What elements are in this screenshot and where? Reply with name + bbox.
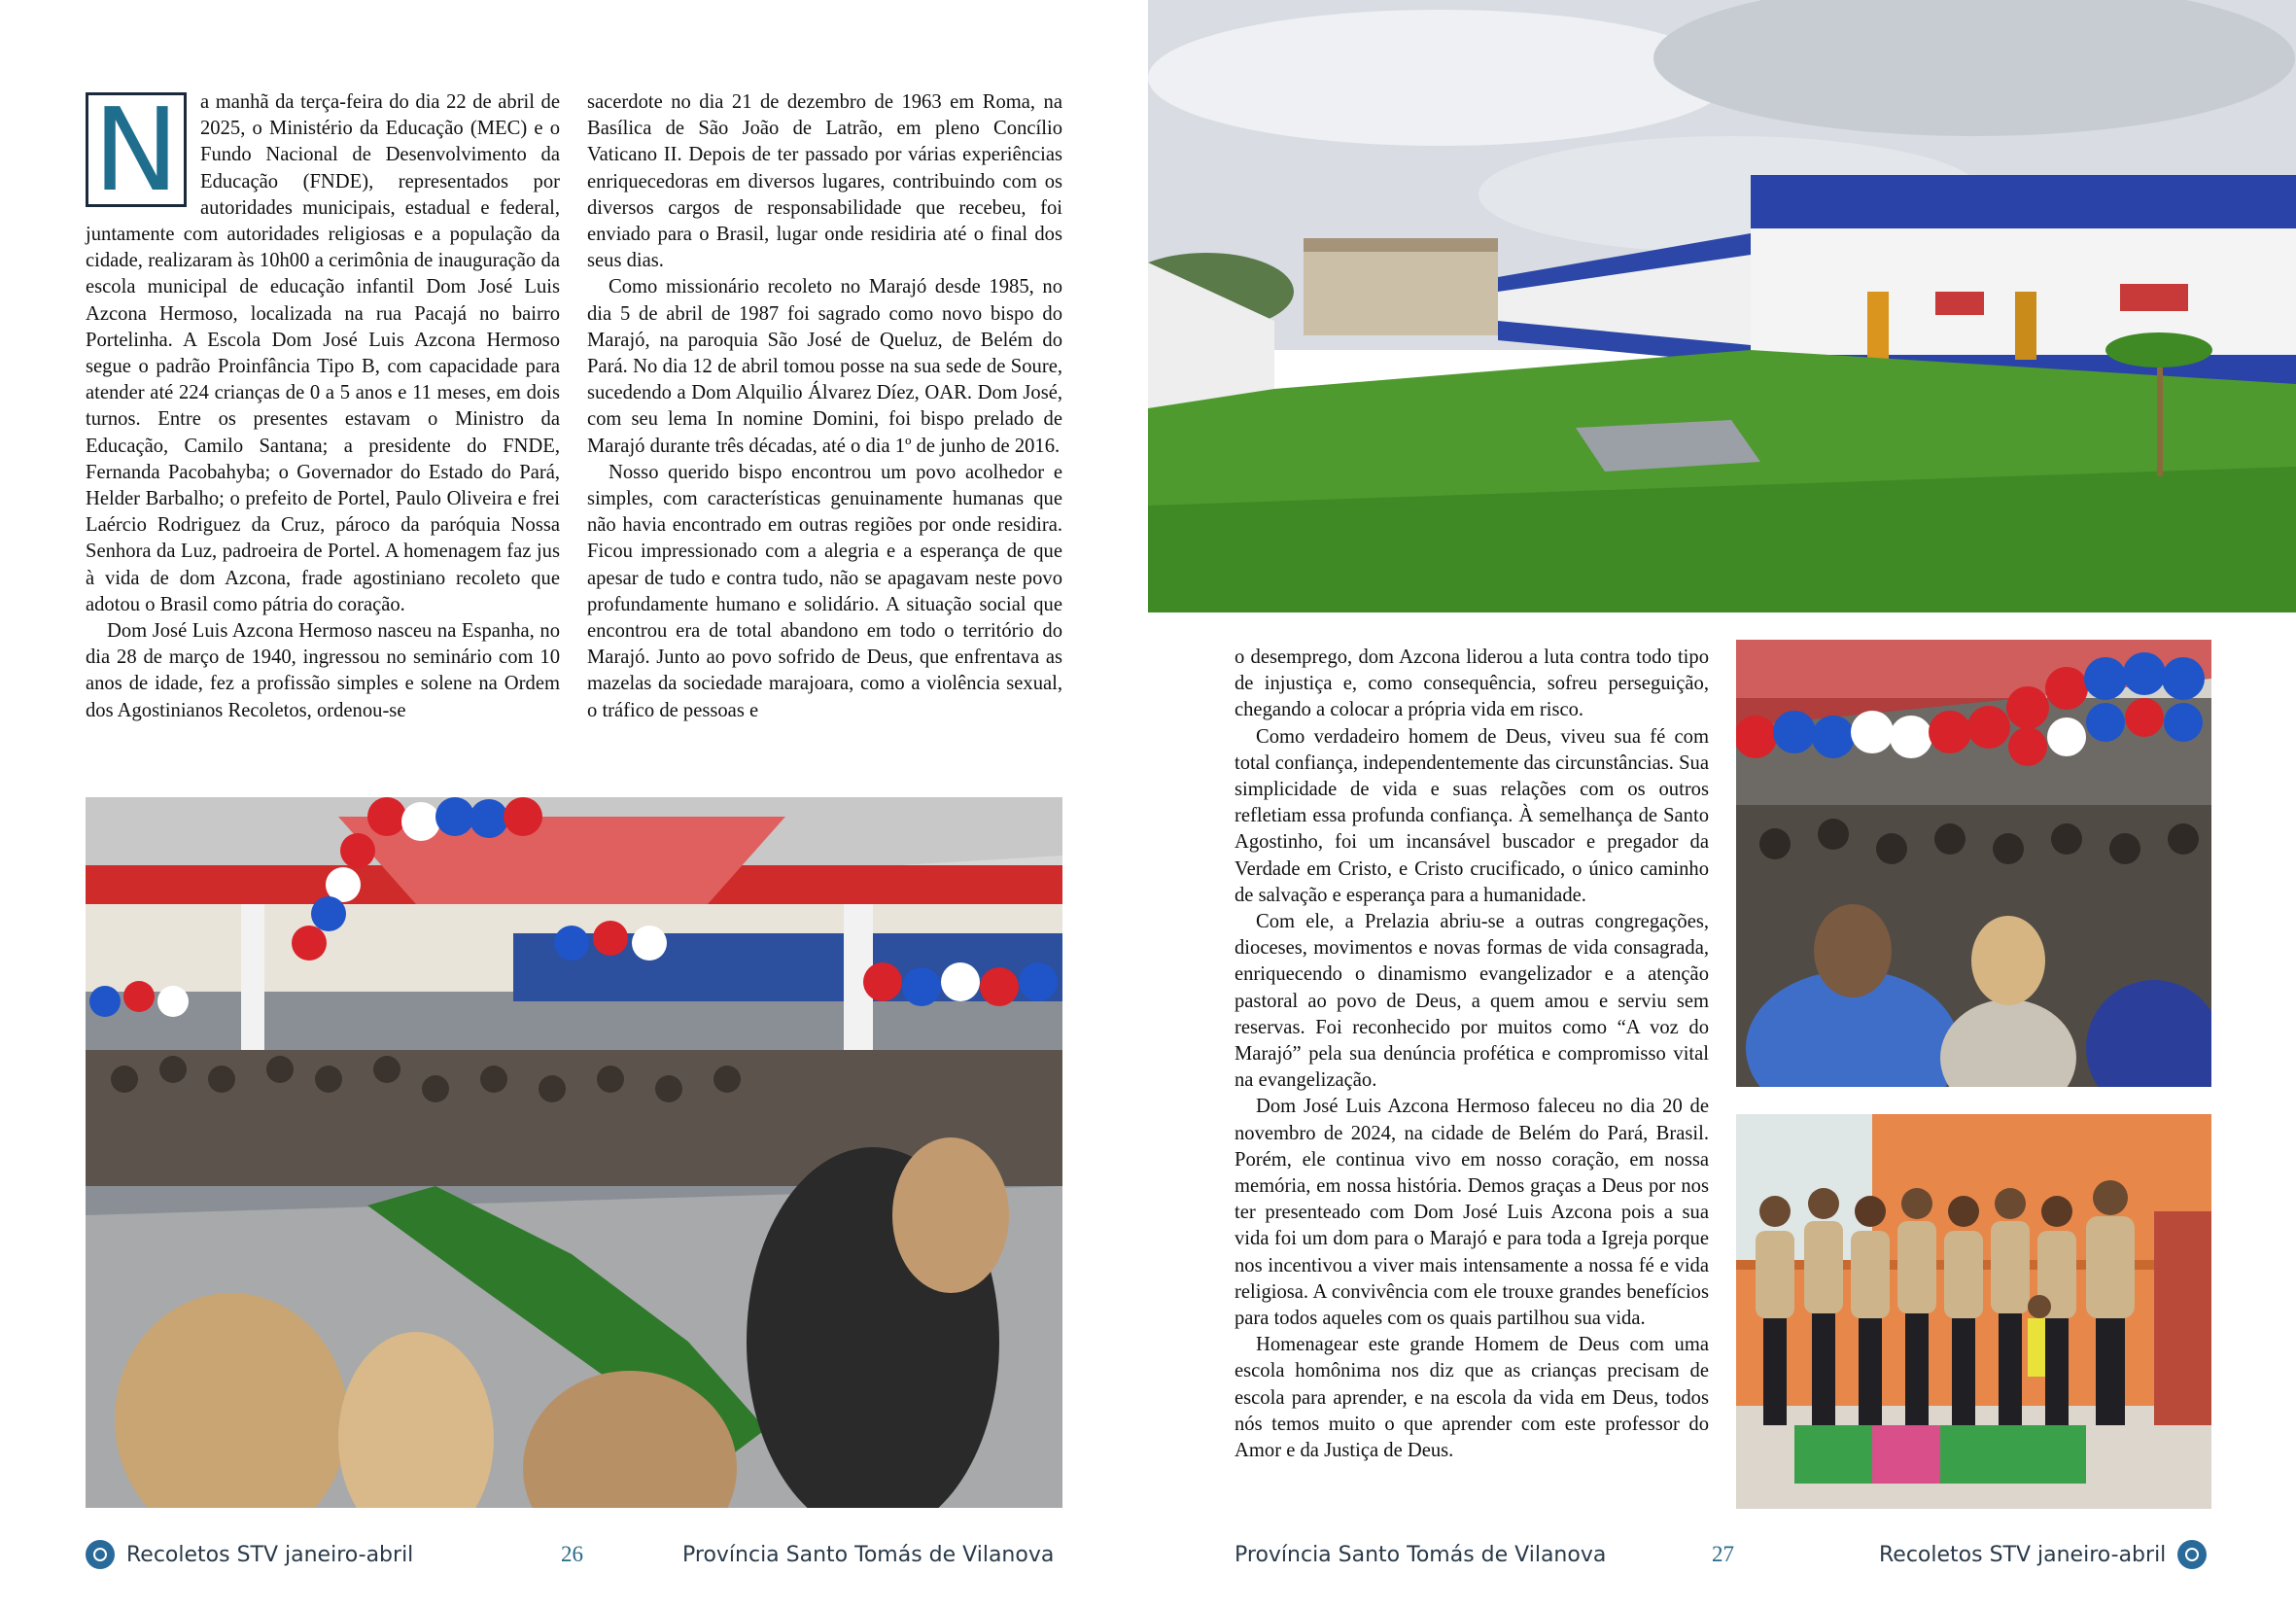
paragraph: Dom José Luis Azcona Hermoso faleceu no dia 20 de novembro de 2024, na cidade de Belém do Pará, Brasil. Porém, ele continua vivo em nosso coração, em nossa memória, em nossa história. Demos graças a Deus por nos ter presenteado com Dom José Luis Azcona pois a sua vida foi um dom para o Marajó e para toda a Igreja porque nos incentivou a viver mais intensamente a nossa fé e vida religiosa. A convivência com ele trouxe grandes benefícios para todos aqueles com os quais partilhou sua vida.: [1235, 1096, 1709, 1330]
paragraph: a manhã da terça-feira do dia 22 de abril de 2025, o Ministério da Educação (MEC) e o Fundo Nacional de Desenvolvimento da Educação (FNDE), representados por autoridades municipais, estadual e federal, juntamente com autoridades religiosas e a população da cidade, realizaram às 10h00 a cerimônia de inauguração da escola municipal de educação infantil Dom José Luis Azcona Hermoso, localizada na rua Pacajá no bairro Portelinha. A Escola Dom José Luis Azcona Hermoso segue o padrão Proinfância Tipo B, com capacidade para atender até 224 crianças de 0 a 5 anos e 11 meses, em dois turnos. Entre os presentes estavam o Ministro da Educação, Camilo Santana; a presidente do FNDE, Fernanda Pacobahyba; o Governador do Estado do Pará, Helder Barbalho; o prefeito de Portel, Paulo Oliveira e frei Laércio Rodriguez da Cruz, pároco da paróquia Nossa Senhora da Luz, padroeira de Portel. A homenagem faz jus à vida de dom Azcona, frade agostiniano recoleto que adotou o Brasil como pátria do coração.: [86, 91, 560, 615]
footer-right-magazine: [1879, 1538, 2207, 1571]
paragraph: Nosso querido bispo encontrou um povo acolhedor e simples, com características genuinamente humanas que não havia encontrado em outras regiões por onde residira. Ficou impressionado com a alegria e a esperança de que apesar de tudo e contra tudo, não se apagavam neste povo profundamente humano e solidário. A situação social que encontrou era de total abandono em todo o território do Marajó. Junto ao povo sofrido de Deus, que enfrentava as mazelas da sociedade marajoara, como a violência sexual, o tráfico de pessoas e: [587, 461, 1062, 721]
recoletos-seal-icon: [2177, 1540, 2207, 1569]
recoletos-seal-icon: [86, 1540, 115, 1569]
article-column-2: [587, 89, 1062, 724]
article-column-1: [86, 83, 560, 724]
staff-group-photo: [1736, 1114, 2211, 1509]
paragraph: Como missionário recoleto no Marajó desde 1985, no dia 5 de abril de 1987 foi sagrado como novo bispo do Marajó, na paroquia São José de Queluz, de Belém do Pará. No dia 12 de abril tomou posse na sua sede de Soure, sucedendo a Dom Alquilio Álvarez Díez, OAR. Dom José, com seu lema In nomine Domini, foi bispo prelado de Marajó durante três décadas, até o dia 1º de junho de 2016.: [587, 276, 1062, 457]
paragraph: Como verdadeiro homem de Deus, viveu sua fé com total confiança, independentemente das circunstâncias. Sua simplicidade de vida e suas relações com os outros refletiam essa profunda confiança. À semelhança de Santo Agostinho, foi um incansável buscador e pregador da Verdade em Cristo, e Cristo crucificado, o único caminho de salvação e esperança para a humanidade.: [1235, 725, 1709, 906]
right-page: [1148, 0, 2296, 1608]
paragraph: sacerdote no dia 21 de dezembro de 1963 em Roma, na Basílica de São João de Latrão, em pleno Concílio Vaticano II. Depois de ter passado por várias experiências enriquecedoras em diversos lugares, contribuindo com os diversos cargos de responsabilidade que recebeu, foi enviado para o Brasil, lugar onde residiria até o final dos seus dias.: [587, 91, 1062, 272]
magazine-title: Recoletos STV janeiro-abril: [126, 1542, 414, 1567]
footer-right-province: Província Santo Tomás de Vilanova: [1235, 1542, 1607, 1567]
magazine-title: Recoletos STV janeiro-abril: [1879, 1542, 2167, 1567]
page-number: 27: [1712, 1542, 1734, 1566]
paragraph: o desemprego, dom Azcona liderou a luta contra todo tipo de injustiça e, como consequência, sofreu perseguição, chegando a colocar a própria vida em risco.: [1235, 647, 1709, 721]
footer-left-province: Província Santo Tomás de Vilanova: [682, 1542, 1055, 1567]
school-building-photo: [1148, 0, 2296, 612]
article-column-3: [1235, 645, 1709, 1464]
paragraph: Com ele, a Prelazia abriu-se a outras congregações, dioceses, movimentos e novas formas de vida consagrada, enriquecendo o dinamismo evangelizador e a atenção pastoral ao povo de Deus, a quem amou e serviu sem reservas. Foi reconhecido por muitos como “A voz do Marajó” pela sua denúncia profética e compromisso vital na evangelização.: [1235, 911, 1709, 1092]
drop-cap: N: [86, 92, 187, 207]
crowd-balloons-photo: [1736, 640, 2211, 1087]
page-number: 26: [561, 1542, 583, 1566]
footer-left-magazine: [86, 1538, 413, 1571]
paragraph: Homenagear este grande Homem de Deus com uma escola homônima nos diz que as crianças precisam de escola para aprender, e na escola da vida em Deus, todos nós temos muito o que aprender com este professor do Amor e da Justiça de Deus.: [1235, 1334, 1709, 1462]
ceremony-photo: [86, 797, 1062, 1508]
paragraph: Dom José Luis Azcona Hermoso nasceu na Espanha, no dia 28 de março de 1940, ingressou no seminário com 10 anos de idade, fez a profissão simples e solene na Ordem dos Agostinianos Recoletos, ordenou-se: [86, 620, 560, 721]
